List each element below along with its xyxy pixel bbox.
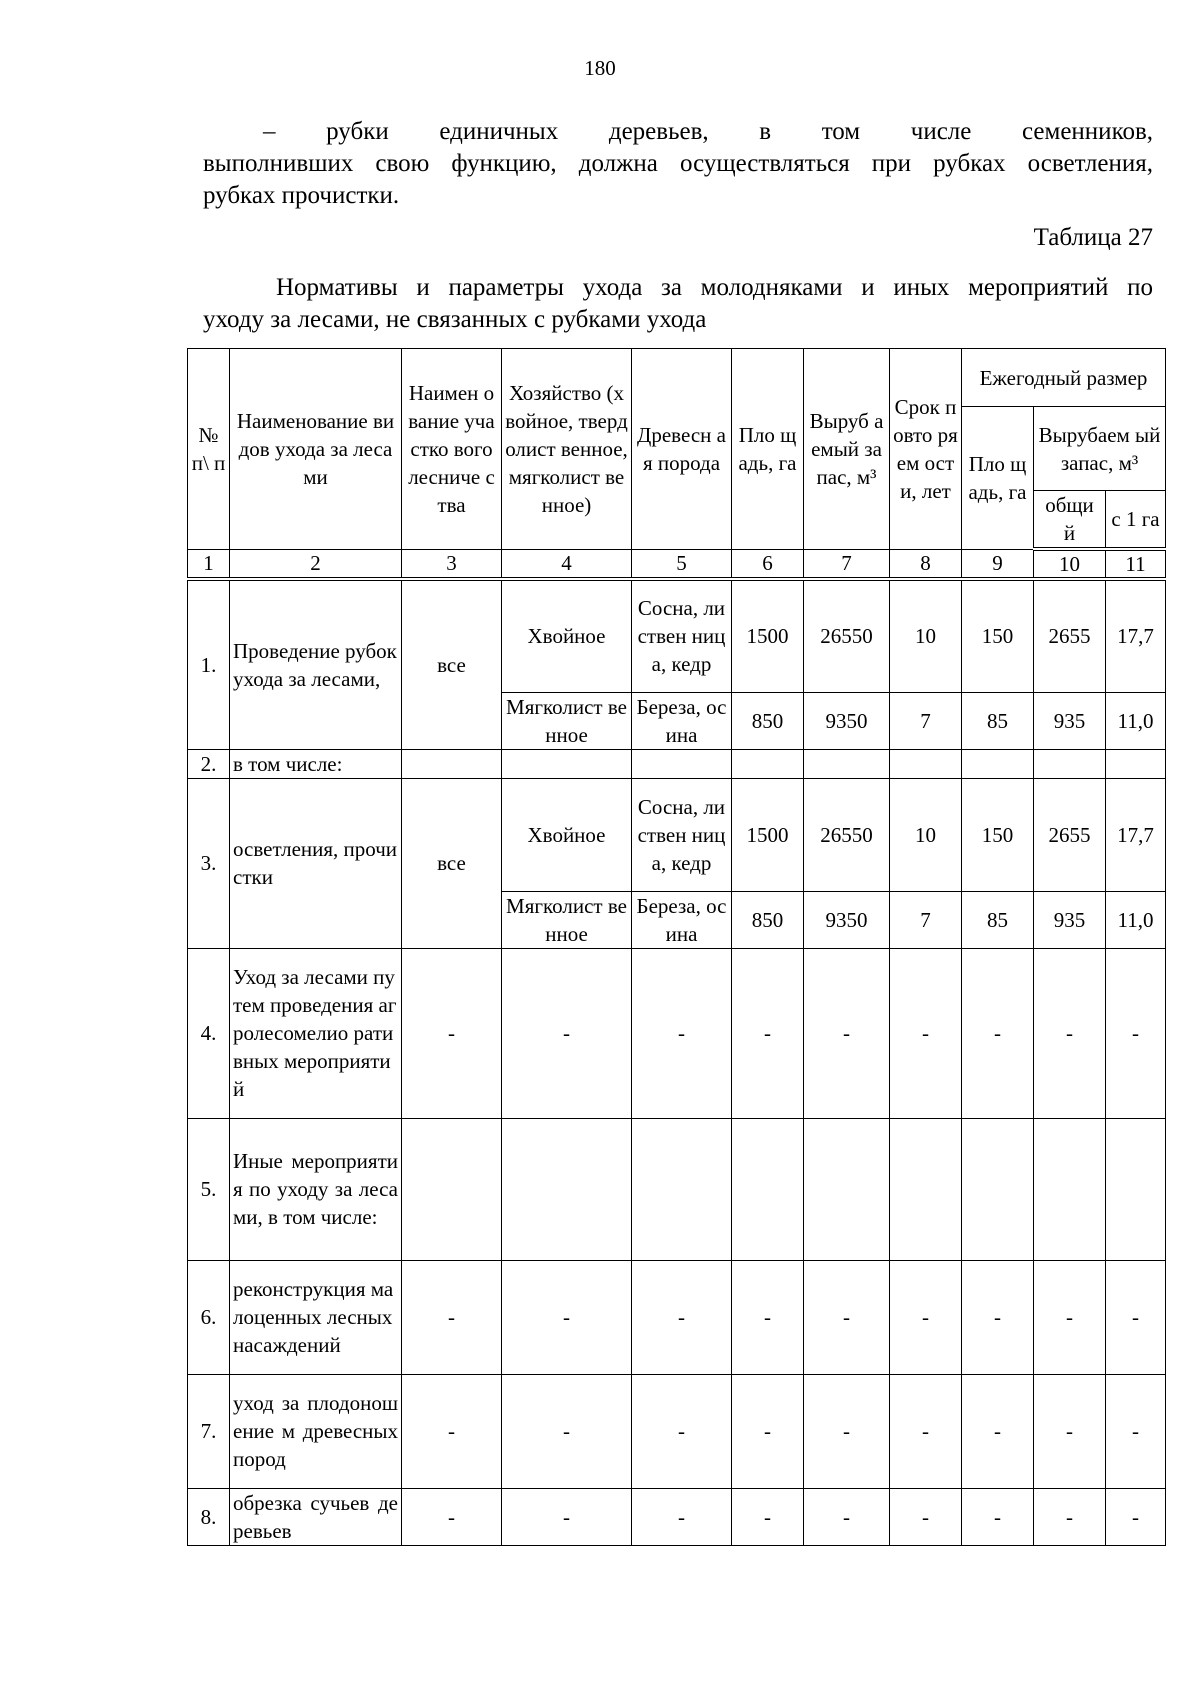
empty-cell [1106,749,1166,778]
col-number: 4 [502,549,632,579]
dash-cell: - [502,948,632,1118]
header-annual: Ежегодный размер [962,349,1166,407]
row-name: обрезка сучьев деревьев [230,1488,402,1545]
dash-cell: - [632,1260,732,1374]
dash-cell: - [732,1260,804,1374]
dash-cell: - [890,1260,962,1374]
row-name: Проведение рубок ухода за лесами, [230,579,402,749]
table-row [188,948,1166,1118]
dash-cell: - [1034,1488,1106,1545]
dash-cell: - [402,1260,502,1374]
col-number: 5 [632,549,732,579]
header-economy: Хозяйство (хвойное, твердолист венное, мягколист венное) [502,349,632,550]
row-name: уход за плодоношение м древесных пород [230,1374,402,1488]
dash-cell: - [632,1374,732,1488]
empty-cell [502,1118,632,1260]
row-species: Сосна, листвен ница, кедр [632,579,732,692]
table-row [188,1118,1166,1260]
dash-cell: - [804,1488,890,1545]
table-row [188,579,1166,692]
row-num: 2. [188,749,230,778]
row-num: 5. [188,1118,230,1260]
row-name: реконструкция малоценных лесных насаждений [230,1260,402,1374]
dash-cell: - [1106,1488,1166,1545]
dash-cell: - [402,1488,502,1545]
header-volume: Выруб аемый запас, м³ [804,349,890,550]
col-number: 7 [804,549,890,579]
row-economy: Хвойное [502,579,632,692]
row-period: 7 [890,891,962,948]
dash-cell: - [962,948,1034,1118]
row-period: 7 [890,692,962,749]
header-annual-volume: Вырубаем ый запас, м³ [1034,407,1166,491]
row-economy: Мягколист венное [502,692,632,749]
row-species: Береза, осина [632,891,732,948]
empty-cell [962,1118,1034,1260]
col-number: 11 [1106,549,1166,579]
header-species: Древесн ая порода [632,349,732,550]
row-num: 6. [188,1260,230,1374]
norms-table [187,348,1166,1546]
table-row [188,1260,1166,1374]
table-row [188,778,1166,891]
row-area: 850 [732,692,804,749]
row-period: 10 [890,778,962,891]
dash-cell: - [804,1374,890,1488]
row-per-ha: 11,0 [1106,891,1166,948]
empty-cell [632,749,732,778]
row-species: Береза, осина [632,692,732,749]
dash-cell: - [402,1374,502,1488]
intro-line-3: рубках прочистки. [203,182,400,209]
intro-line-2: выполнивших свою функцию, должна осуществляться при рубках осветления, [203,150,1153,177]
empty-cell [732,749,804,778]
dash-cell: - [502,1260,632,1374]
row-name: Иные мероприятия по уходу за лесами, в том числе: [230,1118,402,1260]
dash-cell: - [732,1374,804,1488]
header-per-ha: с 1 га [1106,491,1166,550]
empty-cell [502,749,632,778]
dash-cell: - [732,1488,804,1545]
dash-cell: - [1034,1260,1106,1374]
col-number: 8 [890,549,962,579]
table-row [188,749,1166,778]
page-number: 180 [584,56,616,80]
row-name: в том числе: [230,749,402,778]
row-num: 4. [188,948,230,1118]
table-row [188,1374,1166,1488]
row-species: Сосна, листвен ница, кедр [632,778,732,891]
empty-cell [1106,1118,1166,1260]
row-per-ha: 11,0 [1106,692,1166,749]
row-total: 2655 [1034,778,1106,891]
empty-cell [804,1118,890,1260]
row-period: 10 [890,579,962,692]
dash-cell: - [1106,948,1166,1118]
intro-paragraph [203,116,1153,212]
dash-cell: - [632,948,732,1118]
table-label: Таблица 27 [1033,224,1153,251]
empty-cell [732,1118,804,1260]
dash-cell: - [804,948,890,1118]
header-area: Пло щадь, га [732,349,804,550]
table-row [188,1488,1166,1545]
row-total: 2655 [1034,579,1106,692]
header-period: Срок повто ряем ости, лет [890,349,962,550]
dash-cell: - [1106,1260,1166,1374]
row-total: 935 [1034,692,1106,749]
header-total: общи й [1034,491,1106,550]
col-number: 10 [1034,549,1106,579]
dash-cell: - [1106,1374,1166,1488]
row-num: 1. [188,579,230,749]
dash-cell: - [632,1488,732,1545]
caption-line-1: Нормативы и параметры ухода за молодняками и иных мероприятий по [276,274,1153,301]
row-annual-area: 85 [962,891,1034,948]
dash-cell: - [890,948,962,1118]
table-caption [203,272,1153,336]
row-total: 935 [1034,891,1106,948]
dash-cell: - [1034,1374,1106,1488]
row-per-ha: 17,7 [1106,579,1166,692]
empty-cell [1034,1118,1106,1260]
empty-cell [402,749,502,778]
dash-cell: - [890,1374,962,1488]
row-volume: 9350 [804,891,890,948]
row-annual-area: 150 [962,778,1034,891]
caption-line-2: уходу за лесами, не связанных с рубками ухода [203,306,707,333]
row-num: 7. [188,1374,230,1488]
header-forestry: Наимен ование участко вого лесниче ства [402,349,502,550]
header-annual-area: Пло щадь, га [962,407,1034,550]
empty-cell [890,1118,962,1260]
row-volume: 9350 [804,692,890,749]
row-num: 8. [188,1488,230,1545]
col-number: 3 [402,549,502,579]
row-per-ha: 17,7 [1106,778,1166,891]
row-forestry: все [402,778,502,948]
dash-cell: - [962,1488,1034,1545]
dash-cell: - [732,948,804,1118]
dash-cell: - [1034,948,1106,1118]
empty-cell [402,1118,502,1260]
header-num: № п\ п [188,349,230,550]
empty-cell [632,1118,732,1260]
row-num: 3. [188,778,230,948]
row-annual-area: 85 [962,692,1034,749]
row-economy: Мягколист венное [502,891,632,948]
dash-cell: - [962,1260,1034,1374]
row-volume: 26550 [804,579,890,692]
row-area: 1500 [732,778,804,891]
empty-cell [804,749,890,778]
empty-cell [962,749,1034,778]
dash-cell: - [962,1374,1034,1488]
dash-cell: - [502,1488,632,1545]
col-number: 9 [962,549,1034,579]
intro-line-1-text: – рубки единичных деревьев, в том числе семенников, [263,118,1153,145]
dash-cell: - [804,1260,890,1374]
intro-line-1 [203,116,1153,148]
dash-cell: - [402,948,502,1118]
col-number: 6 [732,549,804,579]
empty-cell [890,749,962,778]
row-annual-area: 150 [962,579,1034,692]
col-number: 2 [230,549,402,579]
row-area: 1500 [732,579,804,692]
row-economy: Хвойное [502,778,632,891]
col-number: 1 [188,549,230,579]
row-forestry: все [402,579,502,749]
row-name: осветления, прочистки [230,778,402,948]
row-volume: 26550 [804,778,890,891]
empty-cell [1034,749,1106,778]
dash-cell: - [890,1488,962,1545]
row-name: Уход за лесами путем проведения агролесомелио ративных мероприятий [230,948,402,1118]
row-area: 850 [732,891,804,948]
dash-cell: - [502,1374,632,1488]
header-name: Наименование видов ухода за лесами [230,349,402,550]
